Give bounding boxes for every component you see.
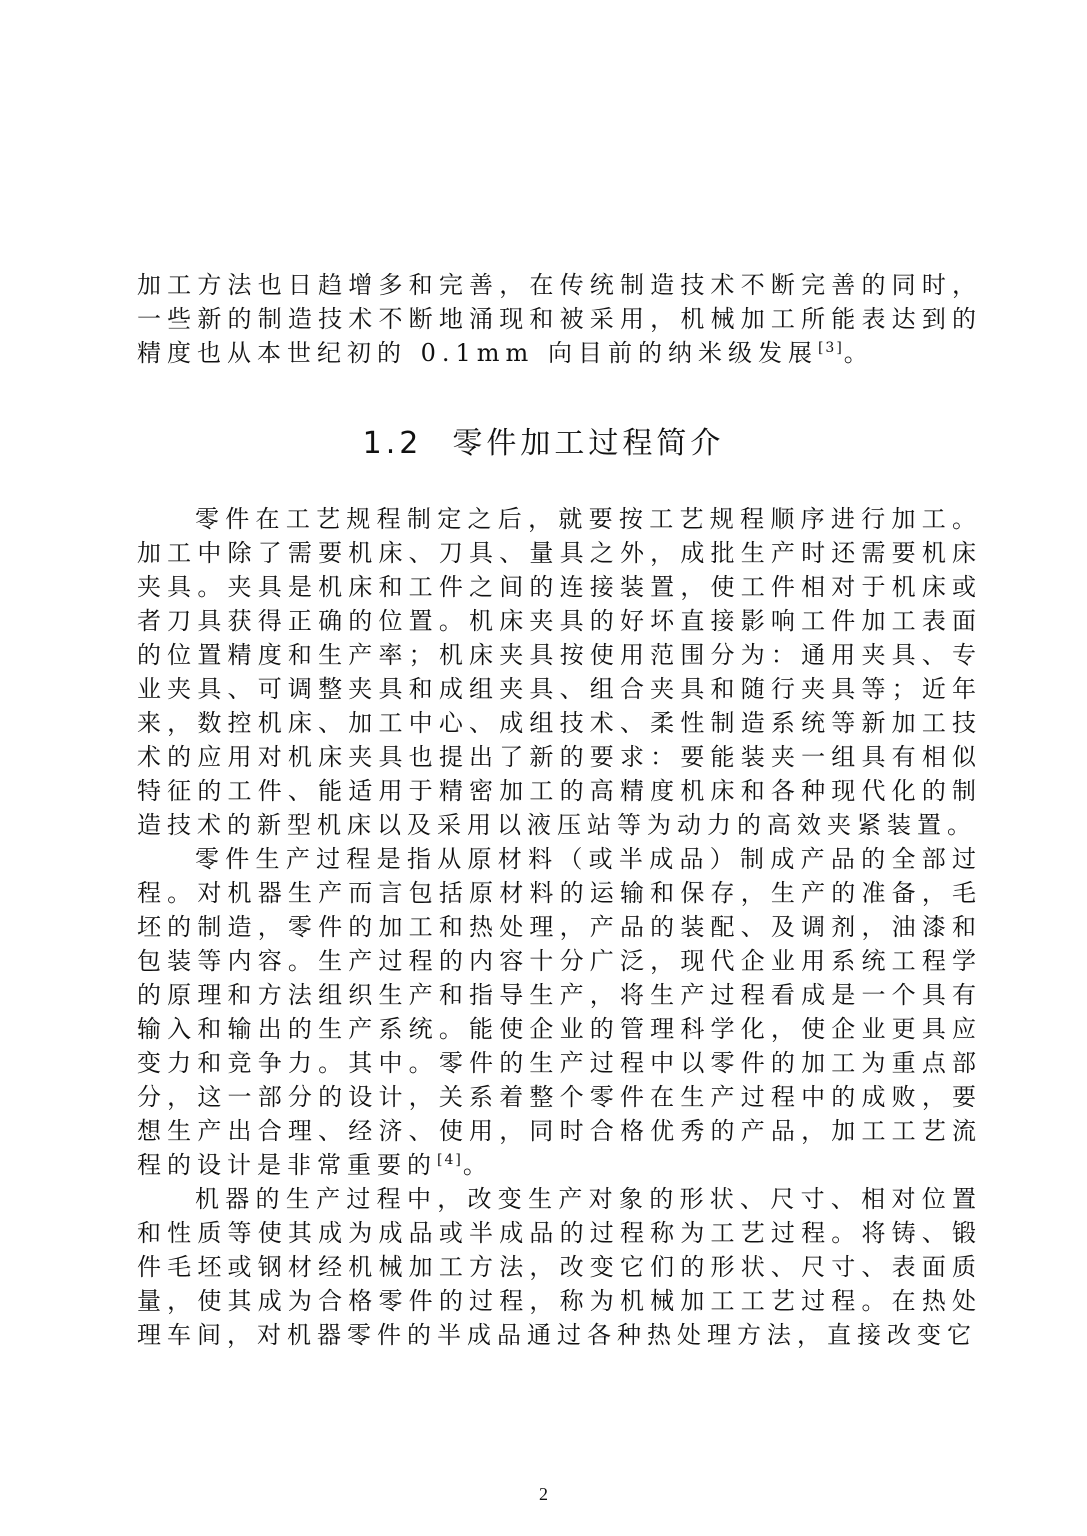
paragraph-production-body: 零件生产过程是指从原材料（或半成品）制成产品的全部过程。对机器生产而言包括原材料的运输和保存，生产的准备，毛坯的制造，零件的加工和热处理，产品的装配、及调剂，油漆和包装等内容。生产过程的内容十分广泛，现代企业用系统工程学的原理和方法组织生产和指导生产，将生产过程看成是一个具有输入和输出的生产系统。能使企业的管理科学化，使企业更具应变力和竞争力。其中。零件的生产过程中以零件的加工为重点部分，这一部分的设计，关系着整个零件在生产过程中的成败，要想生产出合理、经济、使用，同时合格优秀的产品，加工工艺流程的设计是非常重要的 bbox=[137, 845, 982, 1179]
paragraph-production-process bbox=[137, 842, 982, 1182]
intro-end: 。 bbox=[843, 339, 874, 367]
paragraph-process-definition: 机器的生产过程中，改变生产对象的形状、尺寸、相对位置和性质等使其成为成品或半成品的过程称为工艺过程。将铸、锻件毛坯或钢材经机械加工方法，改变它们的形状、尺寸、表面质量，使其成为合格零件的过程，称为机械加工工艺过程。在热处理车间，对机器零件的半成品通过各种热处理方法，直接改变它 bbox=[137, 1185, 982, 1349]
intro-body: 加工方法也日趋增多和完善，在传统制造技术不断完善的同时，一些新的制造技术不断地涌现和被采用，机械加工所能表达到的精度也从本世纪初的 0.1mm 向目前的纳米级发展 bbox=[137, 271, 982, 367]
body-text bbox=[137, 502, 982, 1352]
page-number: 2 bbox=[539, 1484, 548, 1504]
citation-4: [4] bbox=[437, 1152, 463, 1168]
citation-3: [3] bbox=[817, 340, 844, 356]
intro-paragraph bbox=[137, 268, 982, 370]
paragraph-production-end: 。 bbox=[462, 1151, 493, 1179]
section-title: 零件加工过程简介 bbox=[452, 426, 725, 461]
section-heading bbox=[0, 418, 1087, 462]
section-number: 1.2 bbox=[362, 426, 423, 461]
intro-text bbox=[137, 268, 982, 370]
paragraph-fixtures: 零件在工艺规程制定之后，就要按工艺规程顺序进行加工。加工中除了需要机床、刀具、量具之外，成批生产时还需要机床夹具。夹具是机床和工件之间的连接装置，使工件相对于机床或者刀具获得正确的位置。机床夹具的好坏直接影响工件加工表面的位置精度和生产率；机床夹具按使用范围分为：通用夹具、专业夹具、可调整夹具和成组夹具、组合夹具和随行夹具等；近年来，数控机床、加工中心、成组技术、柔性制造系统等新加工技术的应用对机床夹具也提出了新的要求：要能装夹一组具有相似特征的工件、能适用于精密加工的高精度机床和各种现代化的制造技术的新型机床以及采用以液压站等为动力的高效夹紧装置。 bbox=[137, 505, 982, 839]
